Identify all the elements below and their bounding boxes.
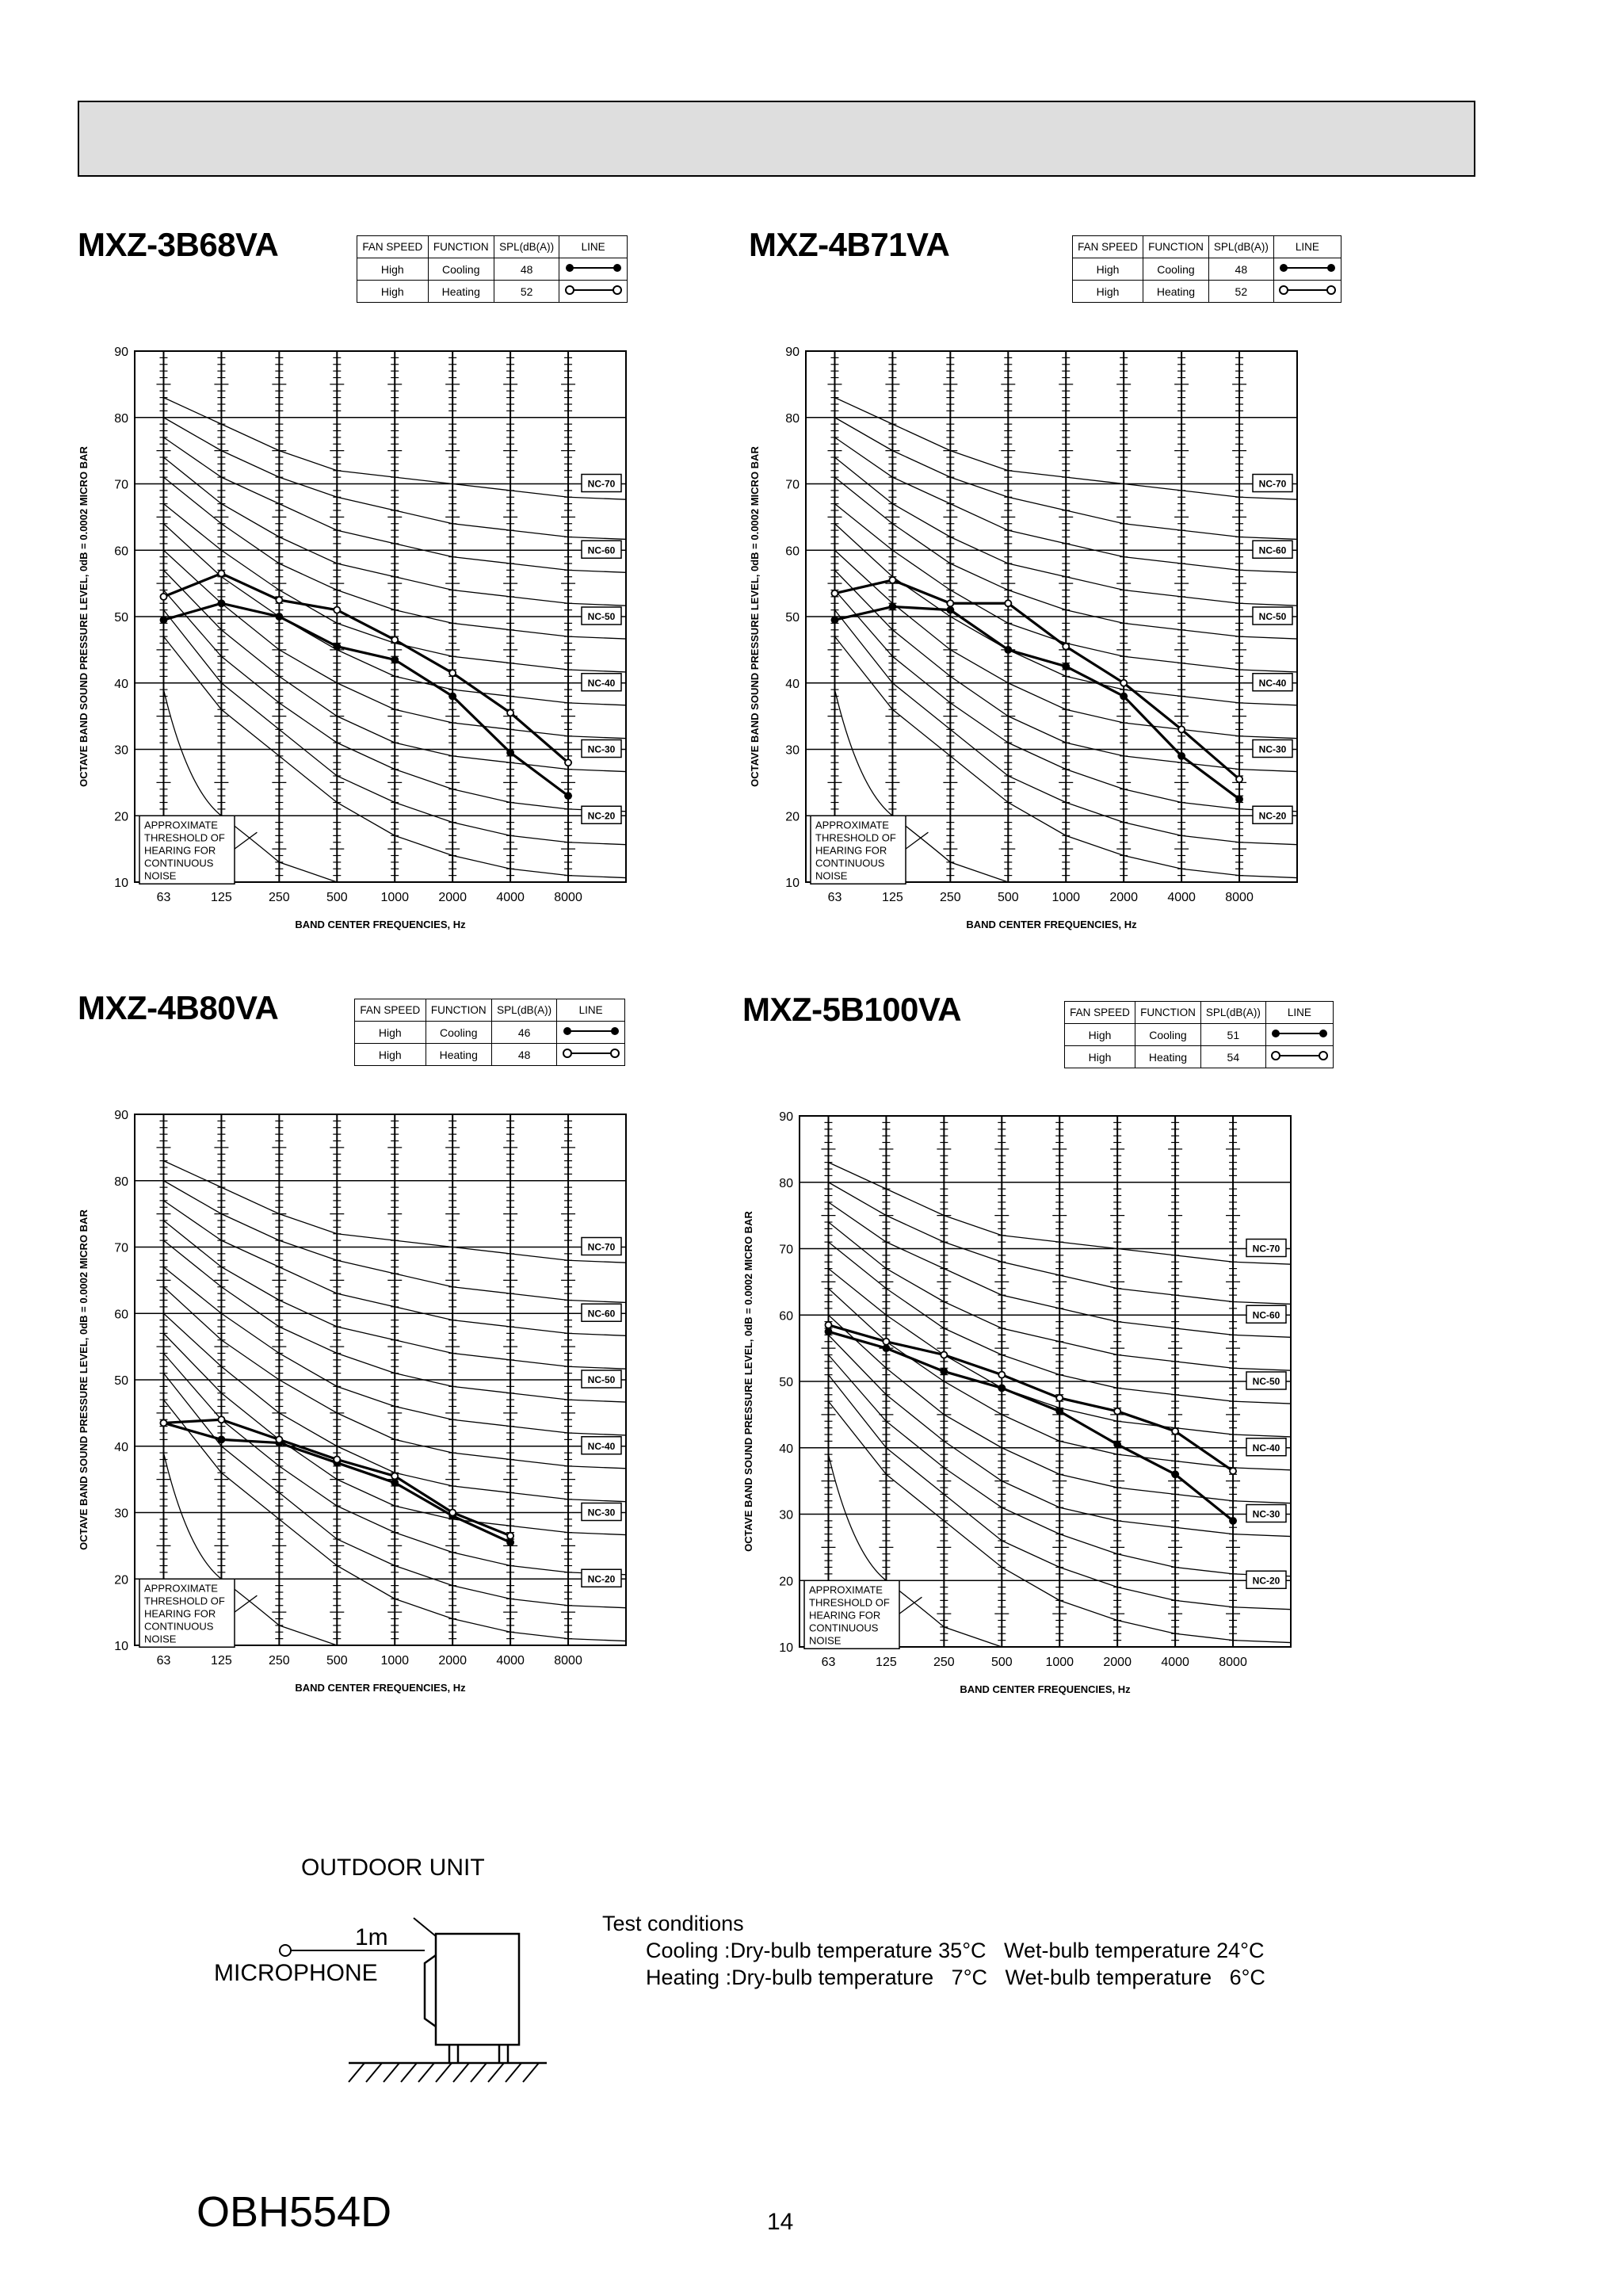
x-axis-label: BAND CENTER FREQUENCIES, Hz xyxy=(960,1683,1131,1695)
data-point-heating xyxy=(507,709,513,716)
nc-label xyxy=(582,1503,621,1521)
legend-header-spl: SPL(dB(A)) xyxy=(494,236,559,258)
y-tick-label: 30 xyxy=(114,1507,128,1521)
legend-spl: 51 xyxy=(1200,1024,1265,1046)
y-tick-label: 40 xyxy=(114,1440,128,1454)
y-tick-label: 50 xyxy=(114,1374,128,1388)
microphone-label: MICROPHONE xyxy=(214,1960,378,1986)
data-point-heating xyxy=(565,759,571,766)
data-point-cooling xyxy=(1120,693,1127,700)
svg-text:NC-60: NC-60 xyxy=(1258,544,1287,556)
legend-header-line: LINE xyxy=(1265,1002,1333,1024)
y-tick-label: 60 xyxy=(114,544,128,559)
svg-text:HEARING FOR: HEARING FOR xyxy=(815,844,887,857)
data-point-cooling xyxy=(218,600,224,606)
svg-text:NC-30: NC-30 xyxy=(1252,1508,1280,1520)
y-tick-label: 90 xyxy=(114,346,128,359)
nc-curve-chart xyxy=(78,226,759,955)
data-point-cooling xyxy=(1063,663,1069,670)
data-point-heating xyxy=(334,1457,340,1463)
model-title: MXZ-4B80VA xyxy=(78,989,279,1026)
data-point-heating xyxy=(998,1372,1005,1378)
test-condition-cooling: Cooling :Dry-bulb temperature 35°C Wet-bulb temperature 24°C xyxy=(646,1939,1265,1962)
legend-function: Heating xyxy=(1135,1046,1201,1068)
legend-fan-speed: High xyxy=(1073,258,1143,281)
data-point-heating xyxy=(1178,726,1185,732)
legend-function: Cooling xyxy=(428,258,494,281)
x-tick-label: 4000 xyxy=(1167,891,1196,904)
nc-label xyxy=(582,1304,621,1321)
data-point-heating xyxy=(391,636,398,643)
y-tick-label: 20 xyxy=(785,810,800,824)
nc-label xyxy=(1246,1505,1286,1522)
svg-text:NC-60: NC-60 xyxy=(587,544,616,556)
legend-fan-speed: High xyxy=(1065,1024,1135,1046)
svg-text:CONTINUOUS: CONTINUOUS xyxy=(809,1622,879,1634)
data-point-heating xyxy=(391,1473,398,1479)
svg-text:NC-60: NC-60 xyxy=(587,1308,616,1320)
legend-header-spl: SPL(dB(A)) xyxy=(491,999,556,1022)
y-tick-label: 30 xyxy=(114,743,128,758)
nc-label xyxy=(582,607,621,625)
data-point-cooling xyxy=(825,1328,831,1335)
distance-label: 1m xyxy=(355,1924,388,1950)
x-tick-label: 8000 xyxy=(1225,891,1254,904)
x-tick-label: 250 xyxy=(269,1654,290,1668)
svg-text:NC-60: NC-60 xyxy=(1252,1309,1280,1321)
x-tick-label: 125 xyxy=(876,1656,897,1669)
data-point-cooling xyxy=(565,793,571,799)
x-tick-label: 8000 xyxy=(1219,1656,1247,1669)
y-tick-label: 40 xyxy=(785,677,800,691)
y-tick-label: 50 xyxy=(779,1376,793,1389)
threshold-note xyxy=(811,816,906,884)
data-point-heating xyxy=(1172,1428,1178,1435)
data-point-cooling xyxy=(883,1345,889,1351)
model-title: MXZ-3B68VA xyxy=(78,226,279,263)
unit-label-leader xyxy=(414,1918,436,1936)
nc-label xyxy=(582,1437,621,1454)
legend-header-line: LINE xyxy=(557,999,625,1022)
data-point-cooling xyxy=(449,693,456,700)
y-tick-label: 90 xyxy=(779,1110,793,1124)
x-tick-label: 125 xyxy=(211,891,232,904)
data-point-heating xyxy=(160,594,166,600)
legend-function: Heating xyxy=(1143,281,1209,303)
svg-text:APPROXIMATE: APPROXIMATE xyxy=(144,819,218,831)
nc-label xyxy=(1246,1305,1286,1323)
svg-text:NC-70: NC-70 xyxy=(587,1241,616,1253)
data-point-cooling xyxy=(1236,796,1242,802)
svg-text:NC-70: NC-70 xyxy=(587,478,616,490)
nc-label xyxy=(1253,475,1292,492)
y-tick-label: 80 xyxy=(114,411,128,426)
nc-label xyxy=(1253,541,1292,558)
legend-header-line: LINE xyxy=(559,236,628,258)
legend-header-function: FUNCTION xyxy=(426,999,491,1022)
x-tick-label: 1000 xyxy=(380,1654,410,1668)
x-tick-label: 1000 xyxy=(380,891,410,904)
x-tick-label: 500 xyxy=(997,891,1019,904)
x-tick-label: 4000 xyxy=(496,891,525,904)
y-tick-label: 70 xyxy=(785,478,800,492)
y-tick-label: 60 xyxy=(779,1309,793,1324)
x-tick-label: 2000 xyxy=(1109,891,1138,904)
svg-text:NOISE: NOISE xyxy=(809,1634,842,1647)
svg-text:NC-40: NC-40 xyxy=(587,677,616,689)
data-point-cooling xyxy=(391,656,398,663)
data-point-heating xyxy=(1120,680,1127,686)
series-line-cooling xyxy=(828,1331,1233,1521)
legend-header-fan-speed: FAN SPEED xyxy=(1065,1002,1135,1024)
nc-label xyxy=(582,475,621,492)
svg-text:APPROXIMATE: APPROXIMATE xyxy=(809,1584,883,1596)
x-tick-label: 125 xyxy=(211,1654,232,1668)
y-tick-label: 20 xyxy=(779,1575,793,1589)
svg-text:NC-20: NC-20 xyxy=(587,810,616,822)
svg-text:CONTINUOUS: CONTINUOUS xyxy=(815,857,885,869)
y-tick-label: 60 xyxy=(785,544,800,559)
data-point-heating xyxy=(334,607,340,613)
test-conditions xyxy=(602,1910,1265,1991)
legend-spl: 54 xyxy=(1200,1046,1265,1068)
data-point-heating xyxy=(831,590,838,597)
svg-text:NOISE: NOISE xyxy=(144,1633,177,1645)
legend-spl: 48 xyxy=(491,1044,556,1066)
svg-text:NC-30: NC-30 xyxy=(587,743,616,755)
x-tick-label: 8000 xyxy=(554,1654,582,1668)
data-point-cooling xyxy=(218,1436,224,1442)
legend-header-fan-speed: FAN SPEED xyxy=(355,999,426,1022)
legend-header-function: FUNCTION xyxy=(1135,1002,1201,1024)
svg-text:HEARING FOR: HEARING FOR xyxy=(809,1609,881,1622)
x-tick-label: 250 xyxy=(269,891,290,904)
svg-text:NC-20: NC-20 xyxy=(1252,1575,1280,1587)
data-point-cooling xyxy=(391,1480,398,1486)
chart-panel-mxz-3b68va xyxy=(78,226,759,955)
legend-fan-speed: High xyxy=(357,281,429,303)
legend-header-function: FUNCTION xyxy=(428,236,494,258)
legend-fan-speed: High xyxy=(1073,281,1143,303)
y-tick-label: 20 xyxy=(114,810,128,824)
y-tick-label: 50 xyxy=(114,611,128,625)
chart-panel-mxz-5b100va xyxy=(742,991,1424,1720)
data-point-cooling xyxy=(507,1539,513,1545)
svg-text:NC-20: NC-20 xyxy=(587,1573,616,1585)
data-point-heating xyxy=(947,600,953,606)
x-axis-label: BAND CENTER FREQUENCIES, Hz xyxy=(966,919,1137,930)
svg-text:THRESHOLD OF: THRESHOLD OF xyxy=(144,1595,225,1607)
y-tick-label: 70 xyxy=(779,1243,793,1257)
data-point-cooling xyxy=(1114,1442,1120,1448)
nc-curve-chart xyxy=(78,989,759,1718)
data-point-heating xyxy=(1236,776,1242,782)
svg-text:CONTINUOUS: CONTINUOUS xyxy=(144,857,214,869)
data-point-heating xyxy=(883,1339,889,1345)
data-point-cooling xyxy=(160,617,166,623)
legend-fan-speed: High xyxy=(357,258,429,281)
data-point-heating xyxy=(1063,644,1069,650)
y-tick-label: 40 xyxy=(779,1442,793,1456)
svg-text:NC-40: NC-40 xyxy=(587,1440,616,1452)
y-tick-label: 60 xyxy=(114,1308,128,1322)
data-point-cooling xyxy=(1230,1518,1236,1524)
chart-panel-mxz-4b71va xyxy=(749,226,1430,955)
legend-spl: 52 xyxy=(1208,281,1273,303)
data-point-cooling xyxy=(276,613,282,620)
legend-fan-speed: High xyxy=(355,1022,426,1044)
data-point-cooling xyxy=(1178,753,1185,759)
y-tick-label: 30 xyxy=(785,743,800,758)
svg-text:NC-70: NC-70 xyxy=(1258,478,1287,490)
legend-function: Heating xyxy=(428,281,494,303)
svg-text:CONTINUOUS: CONTINUOUS xyxy=(144,1620,214,1633)
y-tick-label: 10 xyxy=(785,877,800,890)
nc-label xyxy=(582,1238,621,1255)
test-conditions-title: Test conditions xyxy=(602,1912,744,1935)
svg-text:THRESHOLD OF: THRESHOLD OF xyxy=(144,831,225,844)
legend-spl: 48 xyxy=(494,258,559,281)
data-point-cooling xyxy=(889,603,895,609)
model-title: MXZ-5B100VA xyxy=(742,991,962,1028)
x-tick-label: 1000 xyxy=(1045,1656,1074,1669)
svg-text:THRESHOLD OF: THRESHOLD OF xyxy=(815,831,896,844)
svg-text:NC-50: NC-50 xyxy=(1258,611,1287,622)
x-axis-label: BAND CENTER FREQUENCIES, Hz xyxy=(295,919,466,930)
data-point-cooling xyxy=(507,750,513,756)
x-tick-label: 2000 xyxy=(438,1654,467,1668)
data-point-heating xyxy=(507,1533,513,1539)
threshold-note xyxy=(139,816,235,884)
test-setup-diagram xyxy=(261,1898,578,2096)
svg-text:NOISE: NOISE xyxy=(144,869,177,882)
x-tick-label: 2000 xyxy=(438,891,467,904)
data-point-heating xyxy=(218,1416,224,1423)
data-point-heating xyxy=(889,577,895,583)
legend-header-fan-speed: FAN SPEED xyxy=(1073,236,1143,258)
nc-label xyxy=(1253,806,1292,823)
data-point-heating xyxy=(449,1510,456,1516)
svg-text:APPROXIMATE: APPROXIMATE xyxy=(144,1582,218,1595)
page-number: 14 xyxy=(767,2209,794,2235)
data-point-heating xyxy=(449,670,456,676)
y-tick-label: 10 xyxy=(114,877,128,890)
outdoor-unit-drawing xyxy=(425,1934,519,2063)
y-tick-label: 70 xyxy=(114,1241,128,1255)
x-axis-label: BAND CENTER FREQUENCIES, Hz xyxy=(295,1682,466,1694)
x-tick-label: 250 xyxy=(933,1656,955,1669)
nc-label xyxy=(582,1569,621,1587)
outdoor-unit-label: OUTDOOR UNIT xyxy=(301,1855,485,1881)
header-band xyxy=(78,101,1475,177)
y-tick-label: 10 xyxy=(779,1641,793,1655)
nc-label xyxy=(1253,674,1292,691)
svg-text:NC-50: NC-50 xyxy=(1252,1376,1280,1387)
ground-hatching xyxy=(349,2063,547,2082)
y-tick-label: 80 xyxy=(785,411,800,426)
data-point-heating xyxy=(276,1436,282,1442)
data-point-heating xyxy=(160,1419,166,1426)
svg-text:APPROXIMATE: APPROXIMATE xyxy=(815,819,889,831)
svg-text:NC-50: NC-50 xyxy=(587,1374,616,1385)
y-tick-label: 70 xyxy=(114,478,128,492)
document-code: OBH554D xyxy=(197,2188,392,2236)
data-point-heating xyxy=(941,1352,947,1358)
y-axis-label: OCTAVE BAND SOUND PRESSURE LEVEL, 0dB = 0.0002 MICRO BAR xyxy=(78,1209,90,1550)
x-tick-label: 63 xyxy=(156,891,171,904)
y-tick-label: 40 xyxy=(114,677,128,691)
threshold-note xyxy=(139,1579,235,1647)
x-tick-label: 500 xyxy=(326,1654,348,1668)
svg-text:NC-30: NC-30 xyxy=(587,1507,616,1519)
x-tick-label: 500 xyxy=(990,1656,1013,1669)
svg-text:HEARING FOR: HEARING FOR xyxy=(144,844,216,857)
nc-label xyxy=(1246,1240,1286,1257)
nc-label xyxy=(1253,607,1292,625)
legend-function: Cooling xyxy=(1143,258,1209,281)
data-point-heating xyxy=(1056,1395,1063,1401)
y-axis-label: OCTAVE BAND SOUND PRESSURE LEVEL, 0dB = 0.0002 MICRO BAR xyxy=(749,446,761,787)
legend-header-fan-speed: FAN SPEED xyxy=(357,236,429,258)
y-tick-label: 80 xyxy=(779,1176,793,1190)
x-tick-label: 2000 xyxy=(1103,1656,1132,1669)
data-point-cooling xyxy=(1056,1408,1063,1415)
y-tick-label: 90 xyxy=(785,346,800,359)
y-axis-label: OCTAVE BAND SOUND PRESSURE LEVEL, 0dB = 0.0002 MICRO BAR xyxy=(742,1211,754,1552)
y-tick-label: 50 xyxy=(785,611,800,625)
x-tick-label: 8000 xyxy=(554,891,582,904)
x-tick-label: 4000 xyxy=(496,1654,525,1668)
y-axis-label: OCTAVE BAND SOUND PRESSURE LEVEL, 0dB = 0.0002 MICRO BAR xyxy=(78,446,90,787)
svg-text:NOISE: NOISE xyxy=(815,869,848,882)
svg-text:NC-30: NC-30 xyxy=(1258,743,1287,755)
y-tick-label: 80 xyxy=(114,1175,128,1189)
test-condition-heating: Heating :Dry-bulb temperature 7°C Wet-bulb temperature 6°C xyxy=(646,1966,1265,1989)
data-point-cooling xyxy=(1005,647,1011,653)
data-point-cooling xyxy=(941,1368,947,1374)
data-point-cooling xyxy=(831,617,838,623)
nc-label xyxy=(582,806,621,823)
nc-curve-chart xyxy=(742,991,1424,1720)
nc-label xyxy=(1246,1438,1286,1456)
data-point-cooling xyxy=(947,607,953,613)
x-tick-label: 500 xyxy=(326,891,348,904)
nc-label xyxy=(1246,1571,1286,1588)
legend-function: Heating xyxy=(426,1044,491,1066)
x-tick-label: 1000 xyxy=(1051,891,1081,904)
legend-spl: 46 xyxy=(491,1022,556,1044)
legend-function: Cooling xyxy=(1135,1024,1201,1046)
svg-text:THRESHOLD OF: THRESHOLD OF xyxy=(809,1596,890,1609)
legend-header-spl: SPL(dB(A)) xyxy=(1200,1002,1265,1024)
threshold-note xyxy=(804,1580,899,1648)
x-tick-label: 250 xyxy=(940,891,961,904)
x-tick-label: 63 xyxy=(827,891,842,904)
data-point-heating xyxy=(825,1322,831,1328)
data-point-heating xyxy=(1005,600,1011,606)
legend-header-function: FUNCTION xyxy=(1143,236,1209,258)
data-point-heating xyxy=(276,597,282,603)
x-tick-label: 125 xyxy=(882,891,903,904)
nc-label xyxy=(582,674,621,691)
y-tick-label: 20 xyxy=(114,1573,128,1587)
data-point-heating xyxy=(218,571,224,577)
nc-label xyxy=(582,541,621,558)
data-point-heating xyxy=(1230,1468,1236,1474)
legend-spl: 52 xyxy=(494,281,559,303)
svg-text:NC-40: NC-40 xyxy=(1252,1442,1280,1454)
x-tick-label: 4000 xyxy=(1161,1656,1189,1669)
legend-spl: 48 xyxy=(1208,258,1273,281)
x-tick-label: 63 xyxy=(156,1654,171,1668)
y-tick-label: 30 xyxy=(779,1508,793,1522)
data-point-cooling xyxy=(998,1385,1005,1391)
model-title: MXZ-4B71VA xyxy=(749,226,950,263)
legend-function: Cooling xyxy=(426,1022,491,1044)
microphone-icon xyxy=(280,1945,291,1956)
y-tick-label: 10 xyxy=(114,1640,128,1653)
legend-header-line: LINE xyxy=(1273,236,1341,258)
chart-panel-mxz-4b80va xyxy=(78,989,759,1718)
data-point-cooling xyxy=(1172,1471,1178,1477)
svg-text:NC-50: NC-50 xyxy=(587,611,616,622)
x-tick-label: 63 xyxy=(821,1656,836,1669)
y-tick-label: 90 xyxy=(114,1109,128,1122)
legend-fan-speed: High xyxy=(1065,1046,1135,1068)
data-point-cooling xyxy=(334,644,340,650)
data-point-heating xyxy=(1114,1408,1120,1415)
legend-header-spl: SPL(dB(A)) xyxy=(1208,236,1273,258)
svg-text:NC-20: NC-20 xyxy=(1258,810,1287,822)
nc-label xyxy=(582,1370,621,1388)
svg-text:NC-40: NC-40 xyxy=(1258,677,1287,689)
svg-text:HEARING FOR: HEARING FOR xyxy=(144,1607,216,1620)
nc-label xyxy=(1246,1372,1286,1389)
nc-label xyxy=(1253,740,1292,758)
nc-label xyxy=(582,740,621,758)
nc-curve-chart xyxy=(749,226,1430,955)
svg-text:NC-70: NC-70 xyxy=(1252,1243,1280,1255)
legend-fan-speed: High xyxy=(355,1044,426,1066)
